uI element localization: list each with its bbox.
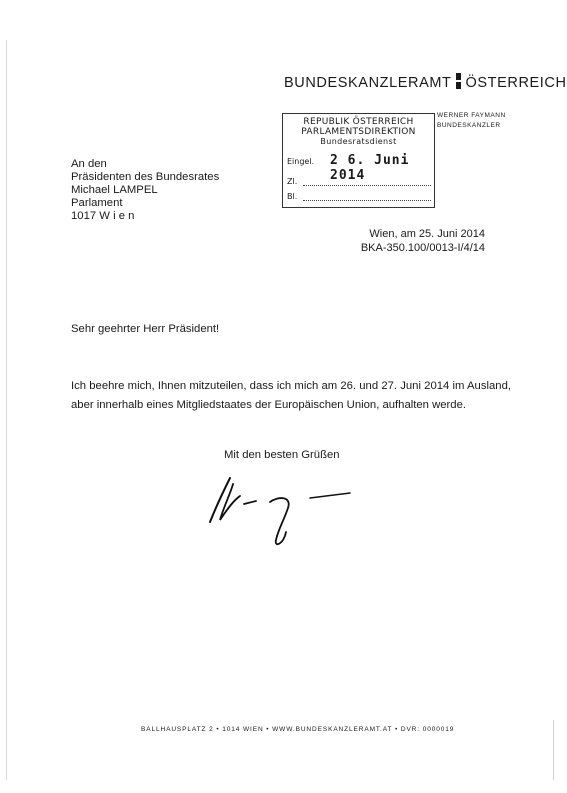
date-reference-block [361, 227, 485, 255]
place-date: Wien, am 25. Juni 2014 [369, 228, 485, 240]
letterhead-org-right: ÖSTERREICH [465, 75, 567, 91]
closing: Mit den besten Grüßen [224, 449, 340, 461]
scan-edge-right [553, 720, 554, 780]
stamp-zl-label: Zl. [287, 177, 298, 186]
letterhead-flag-icon [456, 73, 461, 89]
stamp-eingel-label: Eingel. [287, 157, 315, 166]
official-block [437, 111, 506, 131]
address-line1: An den [71, 158, 107, 170]
stamp-line3: Bundesratsdienst [320, 137, 397, 146]
stamp-line1: REPUBLIK ÖSTERREICH [303, 117, 414, 127]
address-line5: 1017 W i e n [71, 210, 135, 222]
salutation: Sehr geehrter Herr Präsident! [71, 323, 220, 335]
letterhead-org-left: BUNDESKANZLERAMT [284, 75, 452, 91]
address-line2: Präsidenten des Bundesrates [71, 171, 220, 183]
official-title: BUNDESKANZLER [437, 122, 501, 129]
footer-address: BALLHAUSPLATZ 2 • 1014 WIEN • WWW.BUNDESKANZLERAMT.AT • DVR: 0000019 [141, 726, 455, 733]
address-line4: Parlament [71, 197, 123, 209]
letterhead [284, 73, 567, 91]
stamp-line2: PARLAMENTSDIREKTION [301, 127, 416, 137]
stamp-zl-line [303, 185, 431, 186]
stamp-bl-line [303, 200, 431, 201]
letter-body: Ich beehre mich, Ihnen mitzuteilen, dass ich mich am 26. und 27. Juni 2014 im Ausland, aber innerhalb eines Mitgliedstaates der Europäischen Union, aufhalten werde. [71, 380, 511, 411]
stamp-bl-label: Bl. [287, 192, 298, 201]
official-name: WERNER FAYMANN [437, 112, 506, 119]
signature [200, 470, 360, 550]
address-line3: Michael LAMPEL [71, 184, 158, 196]
recipient-address [71, 158, 219, 223]
reference-number: BKA-350.100/0013-I/4/14 [360, 242, 485, 254]
receipt-stamp [282, 113, 435, 208]
stamp-eingel-date: 2 6. Juni 2014 [330, 153, 410, 183]
scan-edge-left [6, 40, 7, 780]
